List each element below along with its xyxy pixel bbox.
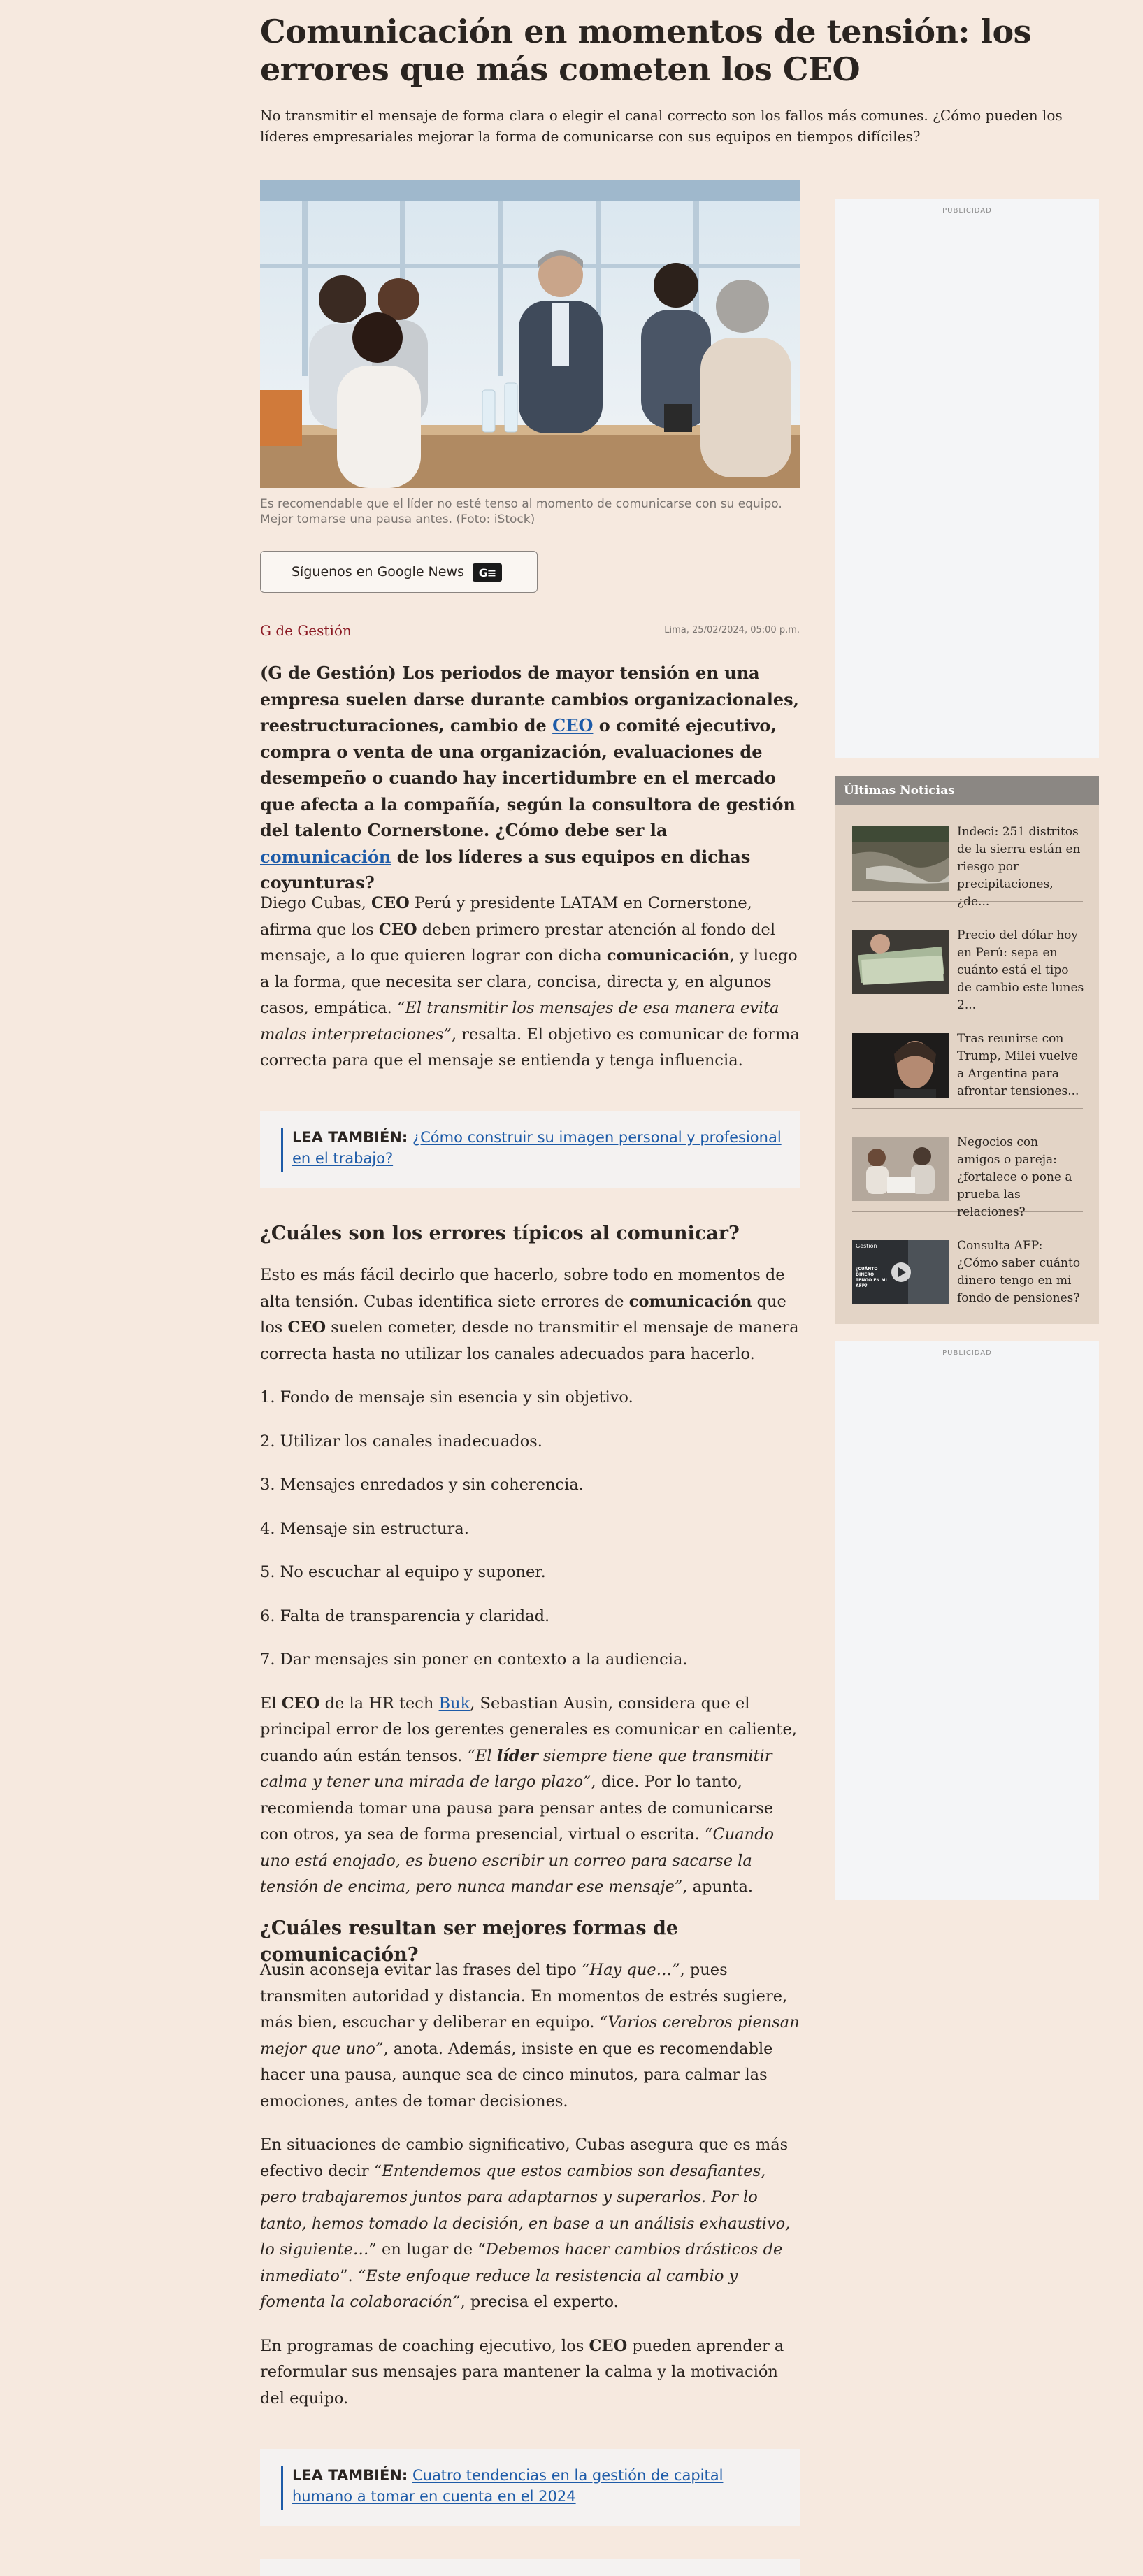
river-photo-icon (852, 826, 949, 891)
lead-text: de los líderes a sus equipos en dichas coyunturas? (260, 846, 751, 893)
office-meeting-photo (260, 180, 800, 488)
portrait-photo-icon (852, 1033, 949, 1098)
section-heading-errors: ¿Cuáles son los errores típicos al comunicar? (260, 1223, 740, 1244)
ad-slot-bottom[interactable] (835, 1341, 1099, 1900)
byline (260, 622, 800, 643)
list-item: 1. Fondo de mensaje sin esencia y sin objetivo. (260, 1388, 633, 1406)
paragraph: Ausin aconseja evitar las frases del tipo “Hay que…”, pues transmiten autoridad y distancia. En momentos de estrés sugiere, más bien, escuchar y deliberar en equipo. “Varios cerebros piensan mejor que uno”, anota. Además, insiste en que es recomendable hacer una pausa, aunque sea de cinco minutos, para calmar las emociones, antes de tomar decisiones. (260, 1961, 800, 2110)
news-item[interactable] (852, 1124, 1083, 1219)
section-errors-body (260, 1262, 800, 1918)
latest-news-widget (835, 776, 1099, 1324)
next-content-box (260, 2559, 800, 2576)
section-better-forms-body (260, 1957, 800, 2429)
list-item: 4. Mensaje sin estructura. (260, 1519, 469, 1538)
ad-label: PUBLICIDAD (942, 1349, 992, 1357)
video-caption: ¿CUÁNTO DINERO TENGO EN MI AFP? (856, 1267, 887, 1288)
meeting-photo-icon (852, 1137, 949, 1201)
ad-slot-top[interactable] (835, 199, 1099, 758)
news-item[interactable] (852, 917, 1084, 1012)
paragraph-1: Diego Cubas, CEO Perú y presidente LATAM en Cornerstone, afirma que los CEO deben primero prestar atención al fondo del mensaje, a lo que quieren lograr con dicha comunicación, y luego a la forma, que necesita ser clara, concisa, directa y, en algunos casos, empática. “El transmitir los mensajes de esa manera evita malas interpretaciones”, resalta. El objetivo es comunicar de forma correcta para que el mensaje se entienda y tenga influencia. (260, 894, 800, 1070)
publish-date: Lima, 25/02/2024, 05:00 p.m. (664, 625, 800, 635)
video-badge: Gestión (856, 1243, 877, 1249)
paragraph: El CEO de la HR tech Buk, Sebastian Ausin, considera que el principal error de los gerentes generales es comunicar en caliente, cuando aún están tensos. “El líder siempre tiene que transmitir calma y tener una mirada de largo plazo”, dice. Por lo tanto, recomienda tomar una pausa para pensar antes de comunicarse con otros, ya sea de forma presencial, virtual o escrita. “Cuando uno está enojado, es bueno escribir un correo para sacarse la tensión de encima, pero nunca mandar ese mensaje”, apunta. (260, 1694, 797, 1896)
google-news-label: Síguenos en Google News (292, 564, 464, 580)
paragraph: En programas de coaching ejecutivo, los CEO pueden aprender a reformular sus mensajes para mantener la calma y la motivación del equipo. (260, 2336, 784, 2408)
read-also-link[interactable]: ¿Cómo construir su imagen personal y profesional en el trabajo? (292, 1129, 782, 1167)
section-heading-better-forms: ¿Cuáles resultan ser mejores formas de comunicación? (260, 1917, 679, 1966)
lead-text: o comité ejecutivo, compra o venta de una organización, evaluaciones de desempeño o cuando hay incertidumbre en el mercado que afecta a la compañía, según la consultora de gestión del talento Cornerstone. ¿Cómo debe ser la (260, 715, 796, 840)
article-dek: No transmitir el mensaje de forma clara o elegir el canal correcto son los fallos más comunes. ¿Cómo pueden los líderes empresariales mejorar la forma de comunicarse con sus equipos en tiempos difíciles? (260, 107, 1063, 145)
news-item[interactable] (852, 1228, 1083, 1316)
read-also-link[interactable]: Cuatro tendencias en la gestión de capital humano a tomar en cuenta en el 2024 (292, 2467, 724, 2505)
news-headline: Precio del dólar hoy en Perú: sepa en cuánto está el tipo de cambio este lunes 2... (957, 928, 1084, 1012)
money-photo-icon (852, 930, 949, 994)
list-item: 3. Mensajes enredados y sin coherencia. (260, 1476, 584, 1494)
paragraph: En situaciones de cambio significativo, Cubas asegura que es más efectivo decir “Entendemos que estos cambios son desafiantes, pero trabajaremos juntos para adaptarnos y superarlos. Por lo tanto, hemos tomado la decisión, en base a un análisis exhaustivo, lo siguiente…” en lugar de “Debemos hacer cambios drásticos de inmediato”. “Este enfoque reduce la resistencia al cambio y fomenta la colaboración”, precisa el experto. (260, 2136, 791, 2311)
google-news-icon: G≡ (473, 563, 502, 582)
news-headline: Indeci: 251 distritos de la sierra están en riesgo por precipitaciones, ¿de... (957, 825, 1081, 909)
news-item[interactable] (852, 1021, 1083, 1109)
list-item: 6. Falta de transparencia y claridad. (260, 1606, 550, 1625)
article-lead (260, 660, 800, 896)
list-item: 2. Utilizar los canales inadecuados. (260, 1432, 542, 1451)
image-caption: Es recomendable que el líder no esté tenso al momento de comunicarse con su equipo. Mejor tomarse una pausa antes. (Foto: iStock) (260, 497, 782, 526)
news-headline: Tras reunirse con Trump, Milei vuelve a Argentina para afrontar tensiones... (957, 1032, 1079, 1098)
comunicacion-link[interactable]: comunicación (260, 846, 391, 867)
read-also-text: LEA TAMBIÉN: Cuatro tendencias en la gestión de capital humano a tomar en cuenta en el 2024 (292, 2467, 724, 2505)
ad-label: PUBLICIDAD (942, 207, 992, 215)
read-also-box-1 (260, 1111, 800, 1188)
author-name[interactable]: G de Gestión (260, 622, 352, 639)
hero-image (260, 180, 800, 488)
video-thumbnail-icon (852, 1240, 949, 1304)
news-item[interactable] (852, 814, 1083, 909)
google-news-button[interactable] (260, 551, 538, 593)
ceo-link[interactable]: CEO (552, 715, 594, 735)
read-also-text: LEA TAMBIÉN: ¿Cómo construir su imagen personal y profesional en el trabajo? (292, 1129, 782, 1167)
news-headline: Negocios con amigos o pareja: ¿fortalece o pone a prueba las relaciones? (957, 1135, 1072, 1219)
read-also-box-2 (260, 2449, 800, 2526)
latest-news-title: Últimas Noticias (835, 776, 1099, 805)
read-also-accent (281, 1128, 283, 1172)
list-item: 5. No escuchar al equipo y suponer. (260, 1563, 546, 1581)
paragraph: Esto es más fácil decirlo que hacerlo, sobre todo en momentos de alta tensión. Cubas identifica siete errores de comunicación que los CEO suelen cometer, desde no transmitir el mensaje de manera correcta hasta no utilizar los canales adecuados para hacerlo. (260, 1266, 799, 1363)
news-headline: Consulta AFP: ¿Cómo saber cuánto dinero tengo en mi fondo de pensiones? (957, 1239, 1081, 1305)
lead-text: (G de Gestión) Los periodos de mayor tensión en una empresa suelen darse durante cambios organizacionales, reestructuraciones, cambio de (260, 663, 799, 735)
list-item: 7. Dar mensajes sin poner en contexto a la audiencia. (260, 1650, 688, 1669)
buk-link[interactable]: Buk (438, 1694, 470, 1713)
read-also-accent (281, 2466, 283, 2510)
article-title: Comunicación en momentos de tensión: los errores que más cometen los CEO (260, 13, 1032, 88)
